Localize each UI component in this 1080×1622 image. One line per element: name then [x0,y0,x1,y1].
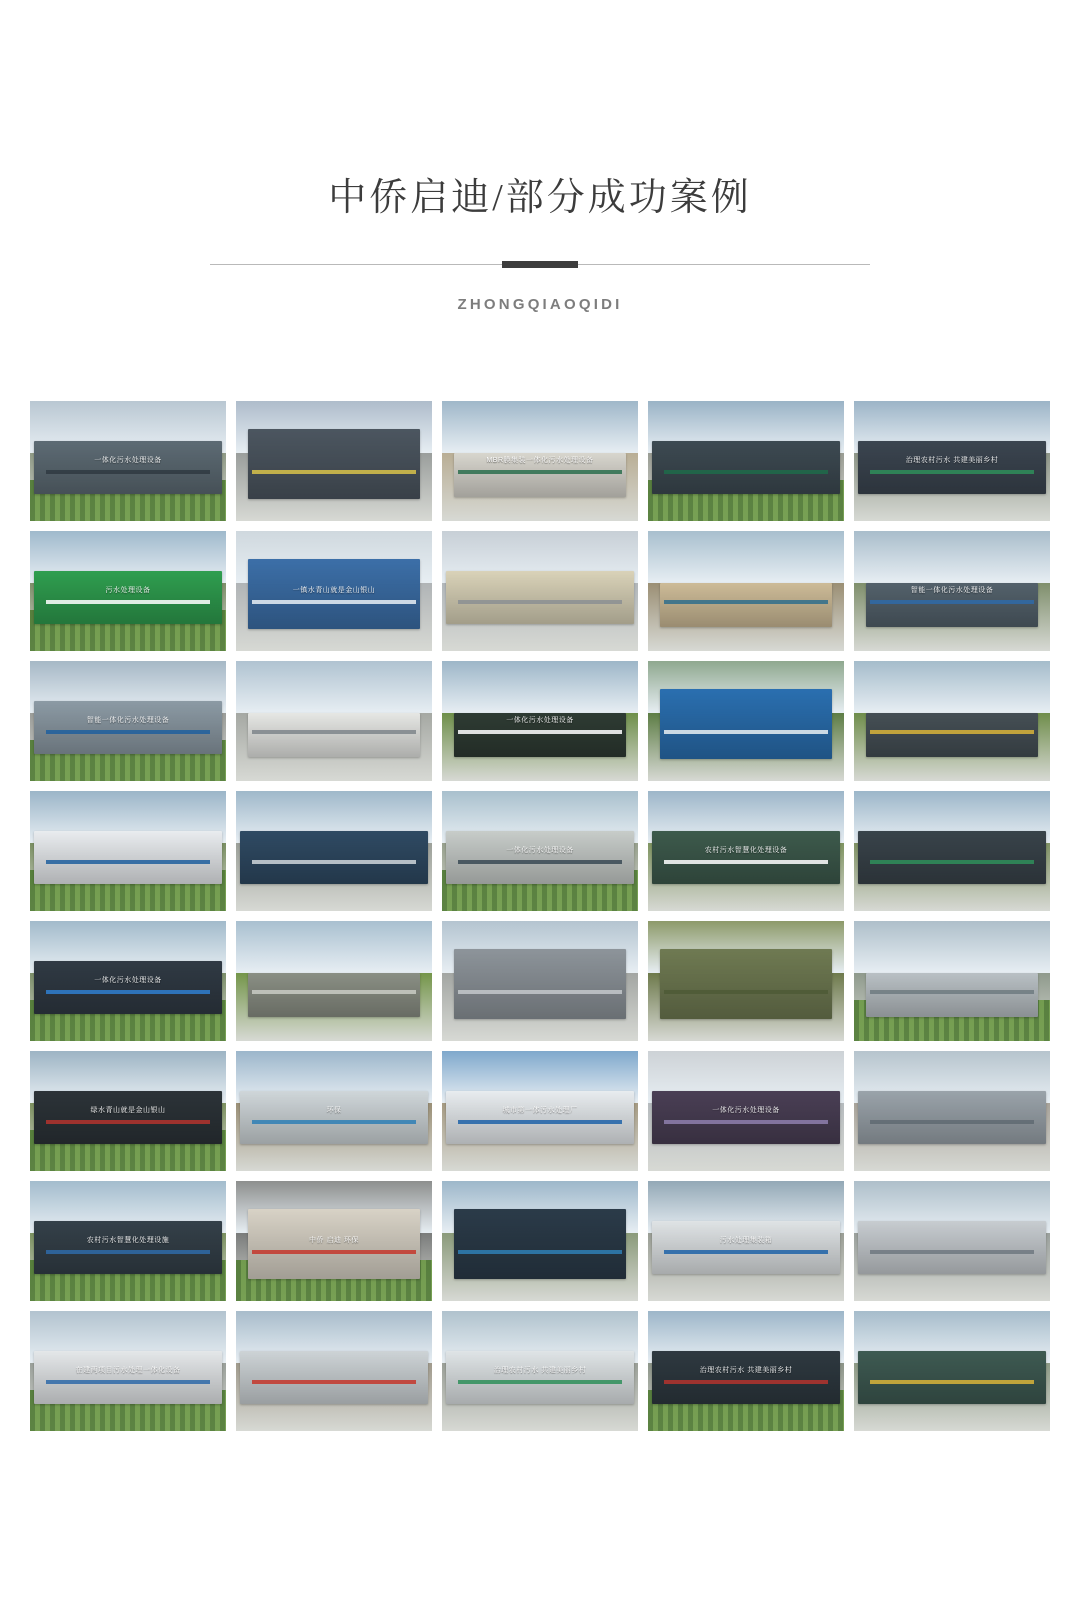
photo-equipment [34,1351,222,1404]
case-photo[interactable] [30,401,226,521]
photo-accent-stripe [252,1120,417,1124]
photo-equipment [858,831,1046,884]
photo-accent-stripe [458,470,623,474]
photo-accent-stripe [458,730,623,734]
photo-accent-stripe [664,1380,829,1384]
photo-accent-stripe [46,990,211,994]
case-photo[interactable] [854,1181,1050,1301]
photo-equipment [240,831,428,884]
case-photo[interactable] [236,1181,432,1301]
photo-equipment [454,453,627,496]
photo-equipment [454,713,627,756]
case-photo[interactable] [854,661,1050,781]
case-photo[interactable] [30,1051,226,1171]
photo-equipment [866,973,1039,1016]
photo-equipment [858,1221,1046,1274]
case-photo[interactable] [854,401,1050,521]
photo-sky [236,661,432,714]
case-photo[interactable] [854,1051,1050,1171]
photo-caption: MBR膜集装一体化污水处理设备 [486,456,594,464]
photo-equipment [446,831,634,884]
case-photo[interactable] [854,791,1050,911]
photo-caption: 智能一体化污水处理设备 [86,716,170,724]
page-header [0,0,1080,313]
photo-equipment [446,571,634,624]
photo-equipment [660,689,833,759]
photo-caption: 一体化污水处理设备 [712,1106,780,1114]
photo-accent-stripe [870,1120,1035,1124]
photo-accent-stripe [458,860,623,864]
case-photo[interactable] [236,401,432,521]
photo-accent-stripe [458,990,623,994]
photo-equipment [652,1221,840,1274]
photo-equipment [34,701,222,754]
photo-accent-stripe [252,600,417,604]
photo-accent-stripe [46,860,211,864]
photo-accent-stripe [664,1120,829,1124]
photo-caption: 农村污水智慧化处理设施 [86,1236,170,1244]
case-photo[interactable] [30,1181,226,1301]
photo-equipment [866,713,1039,756]
case-photo[interactable] [648,401,844,521]
photo-caption: 污水处理设备 [105,586,151,594]
photo-caption: 治理农村污水 共建美丽乡村 [905,456,999,464]
photo-accent-stripe [870,470,1035,474]
case-photo[interactable] [442,791,638,911]
photo-sky [854,661,1050,714]
photo-sky [236,921,432,974]
photo-accent-stripe [664,990,829,994]
photo-accent-stripe [870,860,1035,864]
photo-equipment [446,1091,634,1144]
photo-equipment [858,441,1046,494]
photo-caption: 一体化污水处理设备 [506,716,574,724]
photo-accent-stripe [46,470,211,474]
case-photo[interactable] [648,661,844,781]
case-photo[interactable] [648,1051,844,1171]
photo-equipment [660,583,833,626]
case-photo[interactable] [648,921,844,1041]
photo-equipment [240,1351,428,1404]
case-photo[interactable] [442,531,638,651]
photo-equipment [446,1351,634,1404]
photo-caption: 一体化污水处理设备 [94,976,162,984]
photo-caption: 一镇水青山就是金山银山 [292,586,376,594]
photo-sky [648,531,844,584]
photo-accent-stripe [664,600,829,604]
photo-caption: 一体化污水处理设备 [506,846,574,854]
photo-accent-stripe [252,730,417,734]
case-photo[interactable] [30,921,226,1041]
photo-accent-stripe [252,1380,417,1384]
case-photo[interactable] [236,661,432,781]
photo-equipment [652,1091,840,1144]
case-photo[interactable] [236,531,432,651]
photo-caption: 治理农村污水 共建美丽乡村 [493,1366,587,1374]
case-photo[interactable] [442,1181,638,1301]
page-title: 中侨启迪/部分成功案例 [328,177,752,219]
photo-equipment [652,441,840,494]
photo-sky [442,401,638,454]
photo-equipment [34,571,222,624]
photo-equipment [858,1351,1046,1404]
photo-accent-stripe [252,860,417,864]
case-photo[interactable] [854,921,1050,1041]
photo-equipment [34,441,222,494]
title-divider [210,260,870,270]
photo-sky [854,921,1050,974]
photo-equipment [248,559,421,629]
case-photo[interactable] [442,921,638,1041]
photo-accent-stripe [46,600,211,604]
photo-accent-stripe [458,600,623,604]
photo-accent-stripe [458,1120,623,1124]
photo-accent-stripe [664,470,829,474]
case-photo[interactable] [648,1181,844,1301]
case-photo[interactable] [30,531,226,651]
photo-accent-stripe [664,860,829,864]
photo-sky [854,531,1050,584]
photo-accent-stripe [46,1380,211,1384]
case-photo[interactable] [648,791,844,911]
photo-caption: 城市第一体污水处理厂 [502,1106,578,1114]
photo-accent-stripe [870,990,1035,994]
photo-accent-stripe [870,730,1035,734]
photo-accent-stripe [252,470,417,474]
photo-caption: 污水处理集装箱 [719,1236,773,1244]
photo-equipment [248,973,421,1016]
photo-caption: 农村污水智慧化处理设备 [704,846,788,854]
case-photo[interactable] [30,661,226,781]
photo-accent-stripe [664,730,829,734]
case-photo[interactable] [442,401,638,521]
photo-equipment [34,831,222,884]
photo-accent-stripe [458,1380,623,1384]
case-photo[interactable] [648,531,844,651]
photo-equipment [248,429,421,499]
case-gallery [30,313,1050,1431]
case-photo[interactable] [30,791,226,911]
photo-caption: 一体化污水处理设备 [94,456,162,464]
photo-accent-stripe [46,1250,211,1254]
photo-equipment [652,831,840,884]
photo-accent-stripe [664,1250,829,1254]
photo-caption: 治理农村污水 共建美丽乡村 [699,1366,793,1374]
photo-equipment [660,949,833,1019]
photo-equipment [454,949,627,1019]
case-photo[interactable] [854,1311,1050,1431]
photo-accent-stripe [870,600,1035,604]
divider-center-block [502,261,578,268]
photo-accent-stripe [870,1380,1035,1384]
photo-equipment [34,961,222,1014]
photo-equipment [34,1091,222,1144]
photo-caption: 智能一体化污水处理设备 [910,586,994,594]
photo-caption: 环保 [326,1106,342,1114]
photo-accent-stripe [46,1120,211,1124]
photo-equipment [858,1091,1046,1144]
photo-accent-stripe [252,1250,417,1254]
photo-accent-stripe [46,730,211,734]
photo-equipment [866,583,1039,626]
photo-equipment [248,713,421,756]
photo-accent-stripe [458,1250,623,1254]
photo-equipment [248,1209,421,1279]
case-photo[interactable] [236,1051,432,1171]
page-subtitle: ZHONGQIAOQIDI [457,295,623,313]
case-photo[interactable] [236,791,432,911]
photo-sky [442,661,638,714]
photo-equipment [34,1221,222,1274]
case-photo[interactable] [442,661,638,781]
photo-equipment [652,1351,840,1404]
case-photo[interactable] [442,1311,638,1431]
case-photo[interactable] [30,1311,226,1431]
case-photo[interactable] [854,531,1050,651]
photo-accent-stripe [870,1250,1035,1254]
case-photo[interactable] [236,921,432,1041]
photo-caption: 绿水青山就是金山银山 [90,1106,166,1114]
photo-accent-stripe [252,990,417,994]
case-photo[interactable] [442,1051,638,1171]
case-photo[interactable] [648,1311,844,1431]
photo-equipment [240,1091,428,1144]
photo-caption: 在建两项目污水处理一体化设备 [75,1366,181,1374]
photo-caption: 中侨 启迪 环保 [309,1236,359,1244]
photo-equipment [454,1209,627,1279]
case-photo[interactable] [236,1311,432,1431]
